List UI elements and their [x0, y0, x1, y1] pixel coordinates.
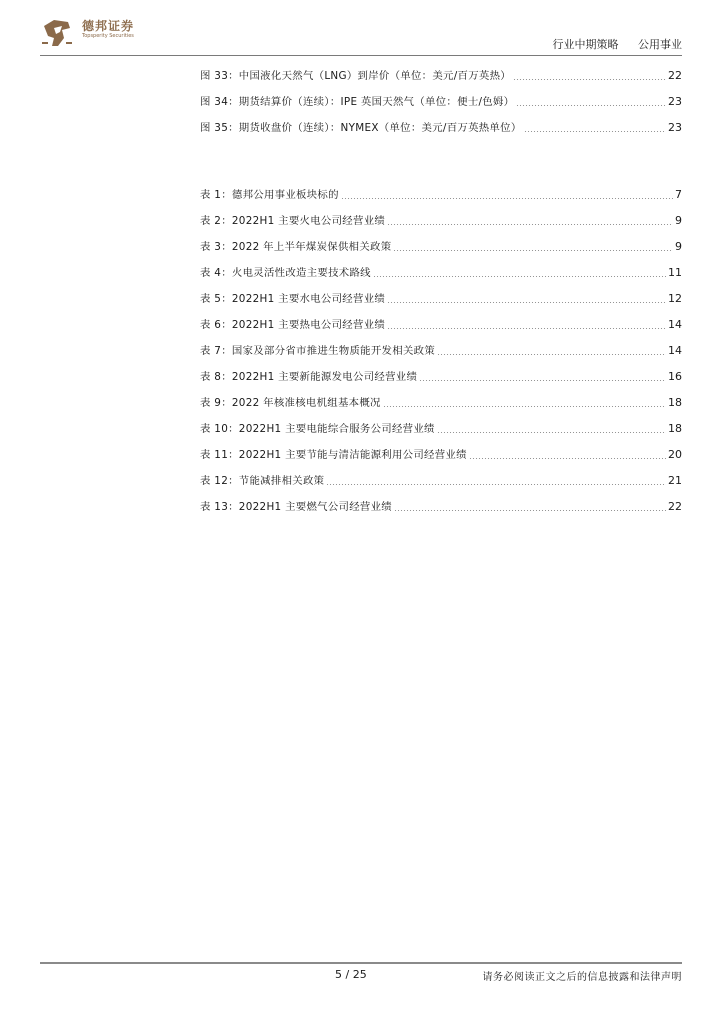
- toc-entry-table-5[interactable]: [200, 292, 682, 306]
- toc-leader-dots: [469, 458, 666, 459]
- toc-entry-label: 表 9：2022 年核准核电机组基本概况: [200, 397, 381, 409]
- toc-entry-table-9[interactable]: [200, 396, 682, 410]
- toc-entry-label: 图 35：期货收盘价（连续）：NYMEX（单位：美元/百万英热单位）: [200, 122, 522, 134]
- toc-entry-page: 11: [668, 266, 682, 279]
- toc-entry-table-2[interactable]: [200, 214, 682, 228]
- toc-entry-page: 20: [668, 448, 682, 461]
- toc-entry-label: 表 1：德邦公用事业板块标的: [200, 189, 339, 201]
- toc-leader-dots: [326, 484, 666, 485]
- toc-entry-page: 21: [668, 474, 682, 487]
- toc-leader-dots: [513, 79, 666, 80]
- toc-entry-table-11[interactable]: [200, 448, 682, 462]
- toc-entry-label: 表 12：节能减排相关政策: [200, 475, 325, 487]
- toc-entry-label: 表 4：火电灵活性改造主要技术路线: [200, 267, 371, 279]
- legal-disclaimer: 请务必阅读正文之后的信息披露和法律声明: [482, 972, 682, 983]
- toc-leader-dots: [387, 328, 666, 329]
- toc-leader-dots: [524, 131, 666, 132]
- toc-entry-table-1[interactable]: [200, 188, 682, 202]
- toc-entry-label: 表 10：2022H1 主要电能综合服务公司经营业绩: [200, 423, 435, 435]
- logo-english-name: Topsperity Securities: [82, 33, 134, 39]
- toc-leader-dots: [516, 105, 666, 106]
- page-header: [40, 16, 682, 54]
- toc-leader-dots: [341, 198, 673, 199]
- page-number: 5 / 25: [335, 968, 367, 981]
- report-type: 行业中期策略: [552, 38, 619, 51]
- toc-entry-page: 18: [668, 422, 682, 435]
- toc-entry-page: 12: [668, 292, 682, 305]
- header-divider: [40, 55, 682, 56]
- toc-entry-page: 16: [668, 370, 682, 383]
- toc-entry-label: 表 13：2022H1 主要燃气公司经营业绩: [200, 501, 392, 513]
- toc-leader-dots: [387, 302, 666, 303]
- toc-entry-page: 22: [668, 69, 682, 82]
- toc-entry-table-10[interactable]: [200, 422, 682, 436]
- toc-entry-table-7[interactable]: [200, 344, 682, 358]
- toc-entry-label: 表 7：国家及部分省市推进生物质能开发相关政策: [200, 345, 436, 357]
- toc-entry-table-4[interactable]: [200, 266, 682, 280]
- toc-leader-dots: [387, 224, 673, 225]
- toc-entry-label: 图 34：期货结算价（连续）：IPE 英国天然气（单位：便士/色姆）: [200, 96, 515, 108]
- company-logo-icon: [40, 16, 74, 50]
- toc-entry-table-6[interactable]: [200, 318, 682, 332]
- footer-divider: [40, 962, 682, 964]
- toc-entry-table-3[interactable]: [200, 240, 682, 254]
- logo-chinese-name: 德邦证券: [82, 19, 135, 33]
- toc-entry-label: 表 6：2022H1 主要热电公司经营业绩: [200, 319, 386, 331]
- sector-name: 公用事业: [638, 38, 682, 51]
- toc-entry-page: 9: [675, 214, 682, 227]
- header-report-info: [553, 36, 683, 52]
- toc-entry-page: 22: [668, 500, 682, 513]
- toc-entry-table-13[interactable]: [200, 500, 682, 514]
- toc-leader-dots: [394, 510, 666, 511]
- toc-entry-label: 表 8：2022H1 主要新能源发电公司经营业绩: [200, 371, 418, 383]
- toc-leader-dots: [383, 406, 666, 407]
- toc-leader-dots: [437, 432, 666, 433]
- toc-leader-dots: [437, 354, 666, 355]
- toc-entry-label: 表 3：2022 年上半年煤炭保供相关政策: [200, 241, 392, 253]
- toc-leader-dots: [393, 250, 673, 251]
- toc-entry-figure-33[interactable]: [200, 69, 682, 83]
- toc-entry-table-12[interactable]: [200, 474, 682, 488]
- company-logo-text: [82, 19, 134, 40]
- toc-entry-label: 图 33：中国液化天然气（LNG）到岸价（单位：美元/百万英热）: [200, 70, 512, 82]
- toc-entry-page: 18: [668, 396, 682, 409]
- toc-entry-page: 14: [668, 318, 682, 331]
- toc-entry-label: 表 2：2022H1 主要火电公司经营业绩: [200, 215, 386, 227]
- toc-entry-label: 表 11：2022H1 主要节能与清洁能源利用公司经营业绩: [200, 449, 467, 461]
- toc-entry-page: 7: [675, 188, 682, 201]
- toc-entry-figure-35[interactable]: [200, 121, 682, 135]
- toc-entry-label: 表 5：2022H1 主要水电公司经营业绩: [200, 293, 386, 305]
- toc-entry-page: 23: [668, 121, 682, 134]
- toc-entry-table-8[interactable]: [200, 370, 682, 384]
- toc-entry-page: 14: [668, 344, 682, 357]
- toc-entry-figure-34[interactable]: [200, 95, 682, 109]
- toc-entry-page: 23: [668, 95, 682, 108]
- toc-leader-dots: [419, 380, 666, 381]
- toc-entry-page: 9: [675, 240, 682, 253]
- toc-leader-dots: [373, 276, 666, 277]
